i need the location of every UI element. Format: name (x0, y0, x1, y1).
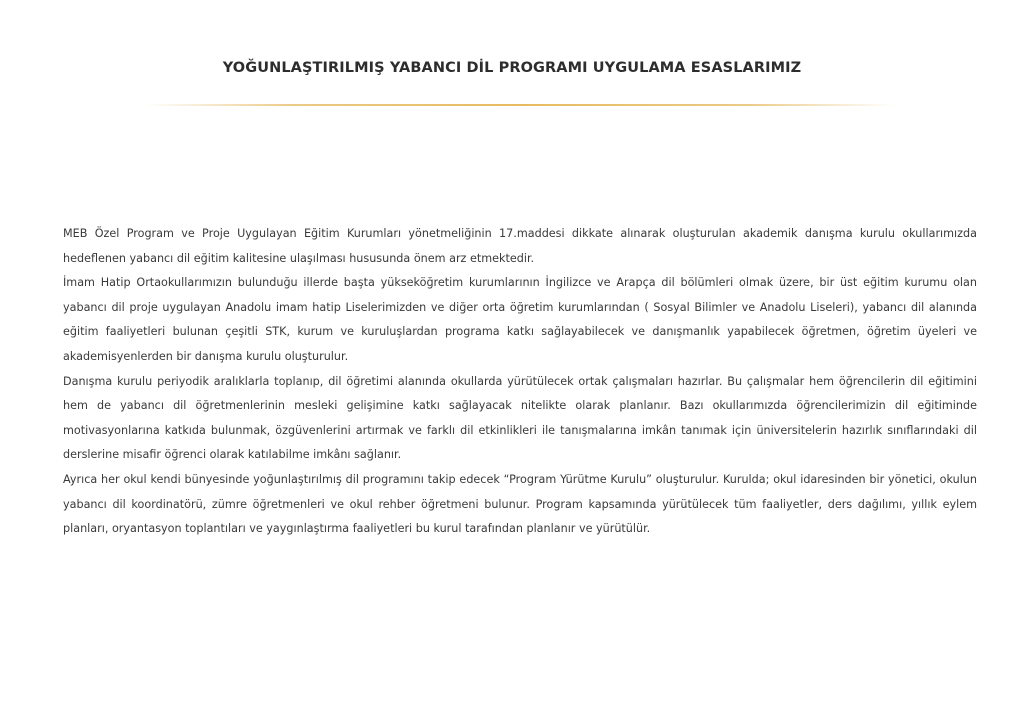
paragraph-advisory-board-composition: İmam Hatip Ortaokullarımızın bulunduğu illerde başta yükseköğretim kurumlarının İngilizce ve Arapça dil bölümleri olmak üzere, bir üst eğitim kurumu olan yabancı dil proje uygulayan Anadolu imam hatip Liselerimizden ve diğer orta öğretim kurumlarından ( Sosyal Bilimler ve Anadolu Liseleri), yabancı dil alanında eğitim faaliyetleri bulunan çeşitli STK, kurum ve kuruluşlardan programa katkı sağlayabilecek ve danışmanlık yapabilecek öğretmen, öğretim üyeleri ve akademisyenlerden bir danışma kurulu oluşturulur. (63, 276, 977, 363)
content-body (63, 222, 977, 542)
page-title: YOĞUNLAŞTIRILMIŞ YABANCI DİL PROGRAMI UYGULAMA ESASLARIMIZ (222, 60, 802, 76)
paragraph-advisory-board-intro: MEB Özel Program ve Proje Uygulayan Eğitim Kurumları yönetmeliğinin 17.maddesi dikkate alınarak oluşturulan akademik danışma kurulu okullarımızda hedeflenen yabancı dil eğitim kalitesine ulaşılması hususunda önem arz etmektedir. (63, 227, 977, 265)
title-divider (145, 104, 895, 106)
paragraph-advisory-board-activities: Danışma kurulu periyodik aralıklarla toplanıp, dil öğretimi alanında okullarda yürütülecek ortak çalışmaları hazırlar. Bu çalışmalar hem öğrencilerin dil eğitimini hem de yabancı dil öğretmenlerinin mesleki gelişimine katkı sağlayacak nitelikte olarak planlanır. Bazı okullarımızda öğrencilerimizin dil eğitiminde motivasyonlarına katkıda bulunmak, özgüvenlerini artırmak ve farklı dil etkinlikleri ile tanışmalarına imkân tanımak için üniversitelerin hazırlık sınıflarındaki dil derslerine misafir öğrenci olarak katılabilme imkânı sağlanır. (63, 374, 977, 462)
paragraph-program-execution-board: Ayrıca her okul kendi bünyesinde yoğunlaştırılmış dil programını takip edecek “Program Yürütme Kurulu” oluşturulur. Kurulda; okul idaresinden bir yönetici, okulun yabancı dil koordinatörü, zümre öğretmenleri ve okul rehber öğretmeni bulunur. Program kapsamında yürütülecek tüm faaliyetler, ders dağılımı, yıllık eylem planları, oryantasyon toplantıları ve yaygınlaştırma faaliyetleri bu kurul tarafından planlanır ve yürütülür. (63, 472, 977, 536)
